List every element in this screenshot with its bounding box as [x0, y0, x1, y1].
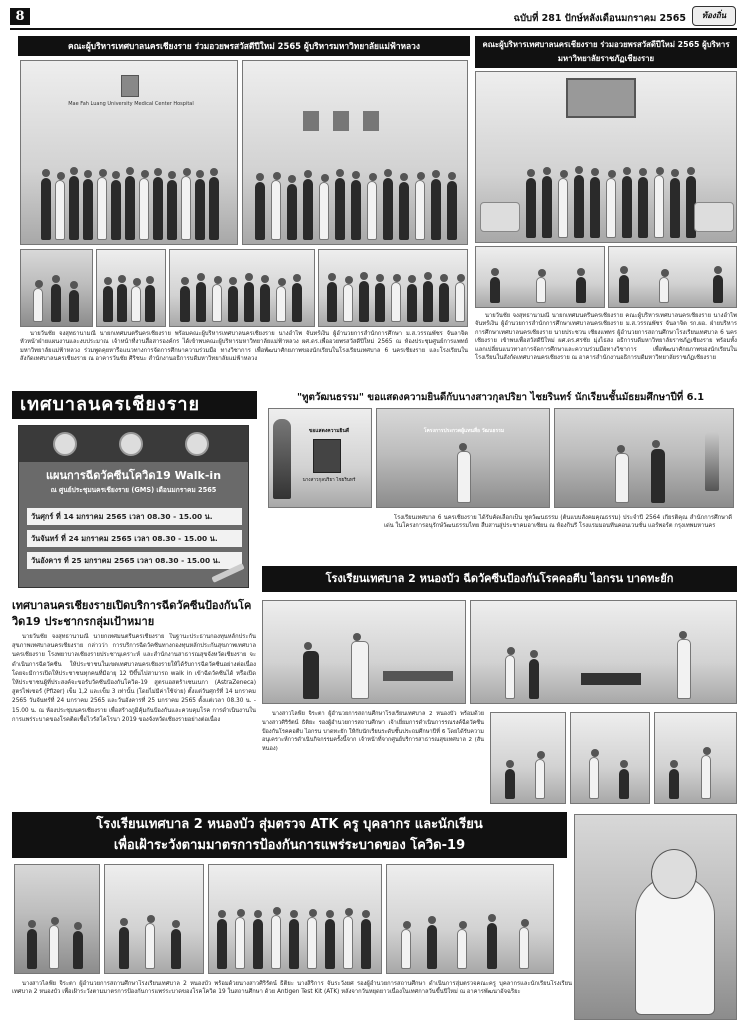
person-figure — [407, 284, 417, 322]
person-figure — [319, 182, 329, 240]
municipal-seal-icon — [53, 432, 77, 456]
person-figure — [289, 919, 299, 969]
person-figure — [343, 916, 353, 969]
person-figure — [427, 925, 437, 969]
person-figure — [619, 769, 629, 799]
person-figure — [41, 178, 51, 240]
person-figure — [171, 929, 181, 969]
photo-small-1 — [20, 249, 93, 327]
sofa — [480, 202, 520, 232]
person-figure — [212, 284, 222, 322]
person-figure — [271, 915, 281, 969]
section-brand: เทศบาลนครเชียงราย — [12, 391, 257, 419]
person-figure — [457, 929, 467, 969]
person-figure — [69, 176, 79, 240]
photo-vaccination-4 — [570, 712, 650, 804]
sofa — [694, 202, 734, 232]
story-caption: นายวันชัย จงสุทธานามณี นายกเทศมนตรีนครเชียงราย คณะผู้บริหารเทศบาลนครเชียงราย นางอำไพ จันทร์เงิน ผู้อำนวยการสำนักการศึกษาเทศบาลนครเชียงราย ม.ส.วรรณพัชร จันลาจิต รก.ผอ. ฝ่ายบริหารการศึกษาเทศบาลนครเชียงราย นายประชวน เชียงแพทร ผู้อำนวยการสถานศึกษาโรงเรียนเทศบาล 6 นครเชียงราย เข้าพบเพื่อสวัสดีปีใหม่ ผศ.ดร.ศรชัย มุ่งไธสง อธิการบดีมหาวิทยาลัยราชภัฏเชียงราย พร้อมทั้งแลกเปลี่ยนแนวทางการจัดการศึกษาและความร่วมมือทางวิชาการ เพื่อพัฒนาศักยภาพของนักเรียนในโรงเรียนในสังกัดเทศบาลนครเชียงราย ณ อาคารสำนักงานอธิการบดีมหาวิทยาลัยราชภัฏเชียงราย — [475, 313, 737, 362]
story-headline: เทศบาลนครเชียงรายเปิดบริการฉีดวัคซีนป้องกันโควิด19 ประชากรกลุ่มเป้าหมาย — [12, 599, 252, 628]
person-figure — [576, 277, 586, 303]
table — [383, 671, 453, 681]
person-figure — [33, 288, 43, 322]
person-figure — [455, 282, 465, 322]
person-figure — [51, 284, 61, 322]
person-figure — [361, 919, 371, 969]
person-figure — [659, 277, 669, 303]
photo-vaccination-2 — [470, 600, 737, 704]
person-figure — [55, 180, 65, 240]
person-figure — [431, 179, 441, 240]
person-figure — [196, 282, 206, 322]
photo-atk-group — [208, 864, 382, 974]
trophy-icon — [273, 419, 291, 499]
person-figure — [244, 282, 254, 322]
person-figure — [195, 179, 205, 240]
person-figure — [670, 178, 680, 238]
person-figure — [558, 178, 568, 238]
person-figure — [535, 759, 545, 799]
person-figure — [529, 659, 539, 699]
story-title: คณะผู้บริหารเทศบาลนครเชียงราย ร่วมอวยพรสวัสดีปีใหม่ 2565 ผู้บริหารมหาวิทยาลัยแม่ฟ้าหลวง — [18, 36, 470, 56]
poster-logo-row — [19, 426, 248, 462]
photo-atk-classroom-2 — [104, 864, 204, 974]
person-figure — [615, 453, 629, 503]
person-figure — [181, 176, 191, 240]
story-culture-ambassador — [264, 388, 737, 558]
person-figure — [111, 180, 121, 240]
person-figure — [391, 282, 401, 322]
student-portrait — [313, 439, 341, 473]
poster-schedule-row: วันอังคาร ที่ 25 มกราคม 2565 เวลา 08.30 - 15.00 น. — [27, 552, 242, 569]
wall-portrait — [363, 111, 379, 131]
person-figure — [139, 178, 149, 240]
story-headline — [12, 812, 567, 858]
person-figure — [103, 286, 113, 322]
person-figure — [589, 757, 599, 799]
photo-vaccination-3 — [490, 712, 566, 804]
issue-info: ฉบับที่ 281 ปักษ์หลังเดือนมกราคม 2565 — [513, 13, 686, 24]
photo-crru-meeting-1 — [475, 246, 605, 308]
person-figure — [375, 283, 385, 322]
person-figure — [276, 286, 286, 322]
person-figure — [287, 184, 297, 240]
photo-crru-meeting-2 — [608, 246, 737, 308]
person-figure — [367, 181, 377, 240]
photo-atk-students — [386, 864, 554, 974]
photo-small-2 — [96, 249, 166, 327]
health-fund-icon — [185, 432, 209, 456]
publication-logo: ท้องถิ่น — [692, 6, 736, 26]
person-figure — [209, 177, 219, 240]
person-figure — [401, 929, 411, 969]
person-figure — [423, 281, 433, 322]
person-figure — [119, 927, 129, 969]
person-figure — [606, 178, 616, 238]
person-figure — [590, 177, 600, 238]
story-diphtheria-vaccine — [262, 566, 737, 806]
person-figure — [145, 285, 155, 322]
person-figure — [335, 178, 345, 240]
person-figure — [153, 177, 163, 240]
person-figure — [669, 769, 679, 799]
person-figure — [167, 180, 177, 240]
person-figure — [713, 275, 723, 303]
photo-atk-teacher — [574, 814, 737, 1020]
person-figure — [457, 451, 471, 503]
congrats-label: ขอแสดงความยินดี — [308, 428, 350, 434]
person-figure — [359, 281, 369, 322]
person-figure — [131, 286, 141, 322]
person-figure — [292, 283, 302, 322]
story-vaccine-service — [12, 598, 258, 804]
story-caption: นางสาวไลฟ้ย จิระตา ผู้อำนวยการสถานศึกษาโรงเรียนเทศบาล 2 หนองบัว พร้อมด้วยนางสาวศิริรัตน์ ธิติยะ นางสิริการ จันระวังยศ รองผู้อำนวยการสถานศึกษา ดำเนินการสุ่มตรวจคณะครู บุคลากรและนักเรียนโรงเรียนเทศบาล 2 หนองบัว เพื่อเฝ้าระวังตามมาตรการป้องกันการแพร่ระบาดของโรคโควิด 19 ในสถานศึกษา ด้วย Antigen Test Kit (ATK) หลังจากวันหยุดยาวเนื่องในเทศกาลวันขึ้นปีใหม่ ณ อาคารพัฒนาอัจฉริยะ — [12, 981, 572, 996]
person-figure — [303, 179, 313, 240]
person-figure — [125, 176, 135, 240]
page-header — [10, 6, 737, 30]
person-figure — [255, 182, 265, 240]
story-title: "ทูตวัฒนธรรม" ขอแสดงความยินดีกับนางสาวกุลปริยา ไชยรินทร์ นักเรียนชั้นมัธยมศึกษาปีที่ 6.1 — [296, 392, 705, 403]
person-figure — [83, 179, 93, 240]
person-figure — [447, 181, 457, 240]
photo-stage-student — [376, 408, 550, 508]
photo-award-ceremony — [554, 408, 734, 508]
person-figure — [536, 277, 546, 303]
header-rule — [10, 28, 737, 30]
person-figure — [235, 917, 245, 969]
hospital-banner: Mae Fah Luang University Medical Center Hospital — [68, 101, 194, 107]
person-figure — [519, 927, 529, 969]
person-figure — [49, 925, 59, 969]
person-figure — [654, 175, 664, 238]
table — [581, 673, 641, 685]
trophy-icon — [705, 431, 719, 491]
poster-schedule-row: วันศุกร์ ที่ 14 มกราคม 2565 เวลา 08.30 - 15.00 น. — [27, 508, 242, 525]
person-figure — [351, 641, 369, 699]
student-name: นางสาวกุลปริยา ไชยรินทร์ — [302, 478, 356, 483]
person-figure — [526, 178, 536, 238]
story-body: นายวันชัย จงสุทธานามณี นายกเทศมนตรีนครเชียงราย ในฐานะประธานกองทุนหลักประกันสุขภาพเทศบาลนครเชียงราย กล่าวว่า การบริการฉีดวัคซีนทางกองทุนหลักประกันสุขภาพเทศบาลนครเชียงราย โรงพยาบาลเชียงรายประชานุเคราะห์ และสำนักงานสาธารณสุขจังหวัดเชียงราย จะดำเนินการฉีดวัคซีน ให้ประชาชนในเขตเทศบาลนครเชียงรายให้ได้รับการฉีดวัคซีนอย่างต่อเนื่อง โดยจะมีการเปิดให้ประชาชนทุกคนที่มีอายุ 12 ปีขึ้นไปสามารถ walk in เข้าฉีดวัคซีนได้ หรือเปิดให้ประชาชนผู้ที่ประสงค์จะขอรับวัคซีนป้องกันโควิด-19 สูตรแอสตร้าเซนเนกา (AstraZeneca) สูตรไฟเซอร์ (Pfizer) เข็ม 1,2 และเข็ม 3 เท่านั้น (โดยไม่มีค่าใช้จ่าย) ตั้งแต่วันศุกร์ที่ 14 มกราคม 2565 วันจันทร์ที่ 24 มกราคม 2565 และวันอังคารที่ 25 มกราคม 2565 ตั้งแต่เวลา 08.30 น. - 15.00 น. ณ ห้องประชุมนครเชียงราย เพื่อสร้างภูมิคุ้มกันป้องกันและควบคุมโรค การดำเนินงานในการแพร่ระบาดของโรคติดเชื้อไวรัสโคโรนา 2019 ของจังหวัดเชียงรายอย่างต่อเนื่อง — [12, 634, 256, 723]
person-figure — [490, 277, 500, 303]
person-figure — [180, 286, 190, 322]
person-figure — [325, 919, 335, 969]
person-figure — [505, 655, 515, 699]
photo-vaccination-5 — [654, 712, 737, 804]
person-figure — [701, 755, 711, 799]
person-figure — [638, 177, 648, 238]
person-figure — [253, 919, 263, 969]
person-figure — [677, 639, 691, 699]
photo-vaccination-1 — [262, 600, 466, 704]
vaccine-poster — [18, 425, 249, 588]
person-figure — [327, 282, 337, 322]
person-figure — [415, 180, 425, 240]
person-figure — [351, 180, 361, 240]
person-figure — [505, 769, 515, 799]
poster-title: แผนการฉีดวัคซีนโควิด19 Walk-in — [45, 469, 222, 482]
hospital-emblem — [121, 75, 139, 97]
person-figure — [574, 175, 584, 238]
person-figure — [307, 917, 317, 969]
person-figure — [271, 180, 281, 240]
photo-trophy-frame — [268, 408, 372, 508]
person-figure — [260, 284, 270, 322]
photo-group-meeting-room — [242, 60, 468, 245]
story-crru-new-year — [475, 36, 737, 379]
headline-line-2: เพื่อเฝ้าระวังตามมาตรการป้องกันการแพร่ระบาดของ โควิด-19 — [113, 838, 466, 853]
photo-group-hospital-lobby — [20, 60, 238, 245]
person-figure — [542, 176, 552, 238]
person-figure — [439, 283, 449, 322]
person-figure — [383, 178, 393, 240]
person-figure — [145, 923, 155, 969]
person-figure — [651, 449, 665, 503]
person-figure — [228, 286, 238, 322]
person-figure — [69, 290, 79, 322]
person-figure — [303, 651, 319, 699]
poster-subtitle: ณ ศูนย์ประชุมนครเชียงราย (GMS) เดือนมกราคม 2565 — [50, 486, 217, 494]
person-figure — [27, 929, 37, 969]
page-number: 8 — [10, 8, 30, 25]
stage-banner: โครงการประกวดผู้แทนสื่อ วัฒนธรรม — [423, 428, 505, 434]
poster-schedule-row: วันจันทร์ ที่ 24 มกราคม 2565 เวลา 08.30 - 15.00 น. — [27, 530, 242, 547]
wall-portrait — [333, 111, 349, 131]
caduceus-icon — [119, 432, 143, 456]
person-figure — [97, 177, 107, 240]
person-figure — [619, 275, 629, 303]
story-caption: นางสาวไลฟ้ย จิระตา ผู้อำนวยการสถานศึกษาโรงเรียนเทศบาล 2 หนองบัว พร้อมด้วยนางสาวศิริรัตน์ ธิติยะ รองผู้อำนวยการสถานศึกษา เจ้าเยี่ยมการดำเนินการรณรงค์ฉีดวัคซีนป้องกันโรคคอตีบ ไอกรน บาดทะยัก ให้กับนักเรียนระดับชั้นประถมศึกษาปีที่ 6 โดยได้รับความอนุเคราะห์การดำเนินกิจกรรมครั้งนี้จาก เจ้าหน้าที่จากศูนย์บริการสาธารณสุขเทศบาล 2 (สันหนอง) — [262, 711, 484, 753]
person-figure — [487, 923, 497, 969]
photo-atk-classroom-1 — [14, 864, 100, 974]
story-caption: นายวันชัย จงสุทธานามณี นายกเทศมนตรีนครเชียงราย พร้อมคณะผู้บริหารเทศบาลนครเชียงราย นางอำไพ จันทร์เงิน ผู้อำนวยการสำนักการศึกษา ม.ส.วรรณพัชร จันลาจิต หัวหน้าฝ่ายแผนงานและงบประมาณ เจ้าหน้าที่งานสื่อสารองค์กร ได้เข้าพบคณะผู้บริหารมหาวิทยาลัยแม่ฟ้าหลวง ผศ.ดร.เพื่ออวยพรสวัสดีปีใหม่ 2565 ณ ห้องประชุมศูนย์การแพทย์มหาวิทยาลัยแม่ฟ้าหลวง ร่วมพูดคุยหารือแนวทางการจัดการศึกษาความร่วมมือ ทางวิชาการ เพื่อพัฒนาศักยภาพของนักเรียนในโรงเรียนเทศบาล 6 นครเชียงราย และโรงเรียนในสังกัดเทศบาลนครเชียงราย ณ อาคารวันชัย ศิริชนะ สำนักงานอธิการบดีมหาวิทยาลัยแม่ฟ้าหลวง — [20, 331, 468, 363]
person-figure — [117, 284, 127, 322]
story-atk-screening — [12, 812, 737, 1022]
person-figure — [73, 931, 83, 969]
photo-small-3 — [169, 249, 315, 327]
headline-line-1: โรงเรียนเทศบาล 2 หนองบัว สุ่มตรวจ ATK ครู บุคลากร และนักเรียน — [96, 817, 483, 832]
story-title: คณะผู้บริหารเทศบาลนครเชียงราย ร่วมอวยพรสวัสดีปีใหม่ 2565 ผู้บริหารมหาวิทยาลัยราชภัฏเชียงราย — [475, 36, 737, 68]
story-title: โรงเรียนเทศบาล 2 หนองบัว ฉีดวัคซีนป้องกันโรคคอตีบ ไอกรน บาดทะยัก — [262, 566, 737, 592]
teacher-face — [651, 849, 697, 899]
story-caption: โรงเรียนเทศบาล 6 นครเชียงราย ได้รับคัดเลือกเป็น ทูตวัฒนธรรม (ต้นแบบสังคมคุณธรรม) ประจำปี 2564 เกียรติคุณ สำนักการศึกษาดีเด่น ในโครงการอนุรักษ์วัฒนธรรมไทย สืบสานสู่ประชาคมอาเซียน ณ ห้องกินรี โรงแรมมอนทีนคอนเวนชั่น แอร์พอร์ต กรุงเทพมหานคร — [384, 515, 732, 530]
person-figure — [399, 182, 409, 240]
photo-small-4 — [318, 249, 468, 327]
person-figure — [343, 284, 353, 322]
wall-portrait — [303, 111, 319, 131]
flower-painting — [566, 78, 636, 118]
photo-crru-group — [475, 71, 737, 243]
story-mfu-new-year — [18, 36, 470, 379]
person-figure — [622, 176, 632, 238]
person-figure — [217, 919, 227, 969]
